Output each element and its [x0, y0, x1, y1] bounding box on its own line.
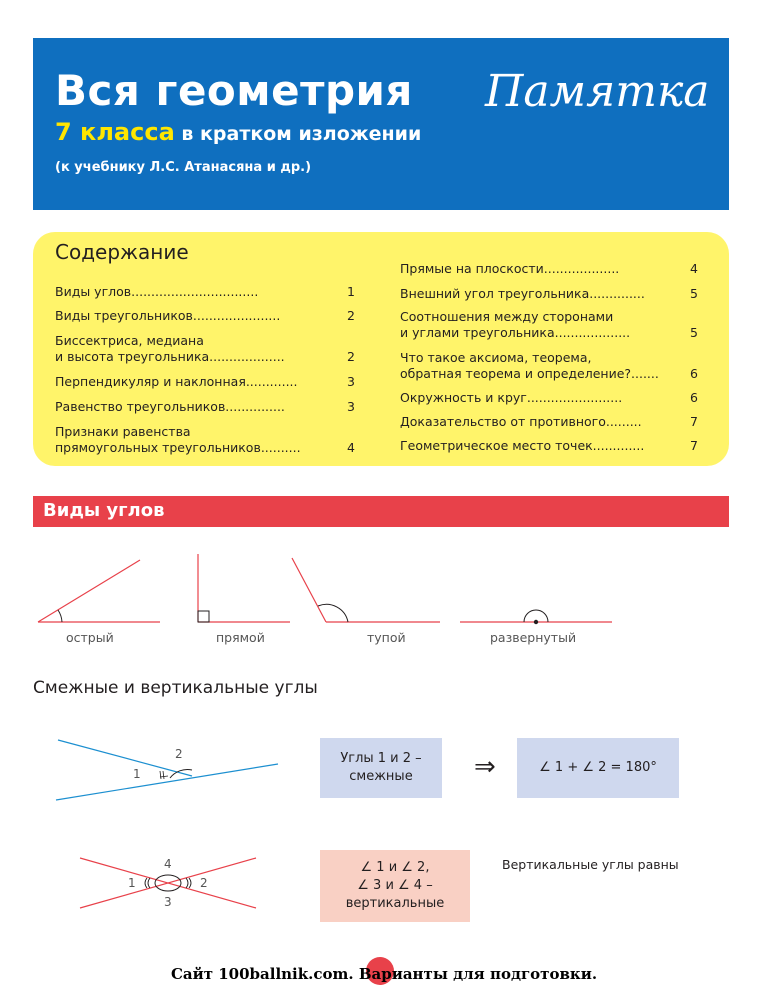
angle-types-figure: [0, 540, 768, 640]
toc-item[interactable]: Признаки равенства прямоугольных треугольников.......... 4: [55, 424, 355, 455]
straight-angle-icon: [460, 610, 612, 624]
toc-item[interactable]: Биссектриса, медиана и высота треугольника................... 2: [55, 333, 355, 364]
toc-item[interactable]: Виды треугольников...................... 2: [55, 308, 355, 323]
toc-item[interactable]: Что такое аксиома, теорема, обратная теорема и определение?....... 6: [400, 350, 698, 381]
vertical-num1: 1: [128, 876, 136, 890]
section-title: Виды углов: [43, 500, 165, 521]
textbook-note: (к учебнику Л.С. Атанасяна и др.): [55, 160, 312, 175]
adjacent-box: Углы 1 и 2 – смежные: [320, 738, 442, 798]
toc-item[interactable]: Геометрическое место точек............. 7: [400, 438, 698, 453]
adjacent-angles-figure: [0, 730, 300, 810]
contents-title: Содержание: [55, 240, 189, 264]
toc-item[interactable]: Равенство треугольников............... 3: [55, 399, 355, 414]
vertical-num4: 4: [164, 857, 172, 871]
footer-text: Сайт 100ballnik.com. Варианты для подготовки.: [170, 965, 598, 983]
toc-item[interactable]: Доказательство от противного......... 7: [400, 414, 698, 429]
obtuse-angle-icon: [292, 558, 440, 622]
subtitle: [55, 118, 421, 146]
formula-box: ∠ 1 + ∠ 2 = 180°: [517, 738, 679, 798]
toc-item[interactable]: Соотношения между сторонами и углами треугольника................... 5: [400, 309, 698, 340]
header-banner: [33, 38, 729, 210]
obtuse-label: тупой: [367, 630, 406, 645]
toc-item[interactable]: Перпендикуляр и наклонная............. 3: [55, 374, 355, 389]
grade-highlight: 7 класса: [55, 118, 175, 146]
script-title: Памятка: [485, 66, 710, 117]
right-angle-icon: [198, 554, 290, 622]
adjacent-num1: 1: [133, 767, 141, 781]
subsection-title: Смежные и вертикальные углы: [33, 678, 318, 698]
toc-item[interactable]: Окружность и круг........................ 6: [400, 390, 698, 405]
toc-item[interactable]: Виды углов................................ 1: [55, 284, 355, 299]
toc-item[interactable]: Прямые на плоскости................... 4: [400, 261, 698, 276]
vertical-num3: 3: [164, 895, 172, 909]
implies-arrow: ⇒: [474, 752, 496, 782]
vertical-num2: 2: [200, 876, 208, 890]
right-label: прямой: [216, 630, 265, 645]
adjacent-num2: 2: [175, 747, 183, 761]
toc-item[interactable]: Внешний угол треугольника.............. 5: [400, 286, 698, 301]
subtitle-rest: в кратком изложении: [174, 123, 422, 145]
vertical-note: Вертикальные углы равны: [502, 857, 679, 872]
vertical-box: ∠ 1 и ∠ 2, ∠ 3 и ∠ 4 – вертикальные: [320, 850, 470, 922]
page-title: Вся геометрия: [55, 66, 413, 115]
section-bar: [33, 496, 729, 527]
straight-label: развернутый: [490, 630, 577, 645]
acute-angle-icon: [38, 560, 160, 622]
contents-box: [33, 232, 729, 466]
vertical-angles-figure: [0, 850, 300, 920]
acute-label: острый: [66, 630, 114, 645]
